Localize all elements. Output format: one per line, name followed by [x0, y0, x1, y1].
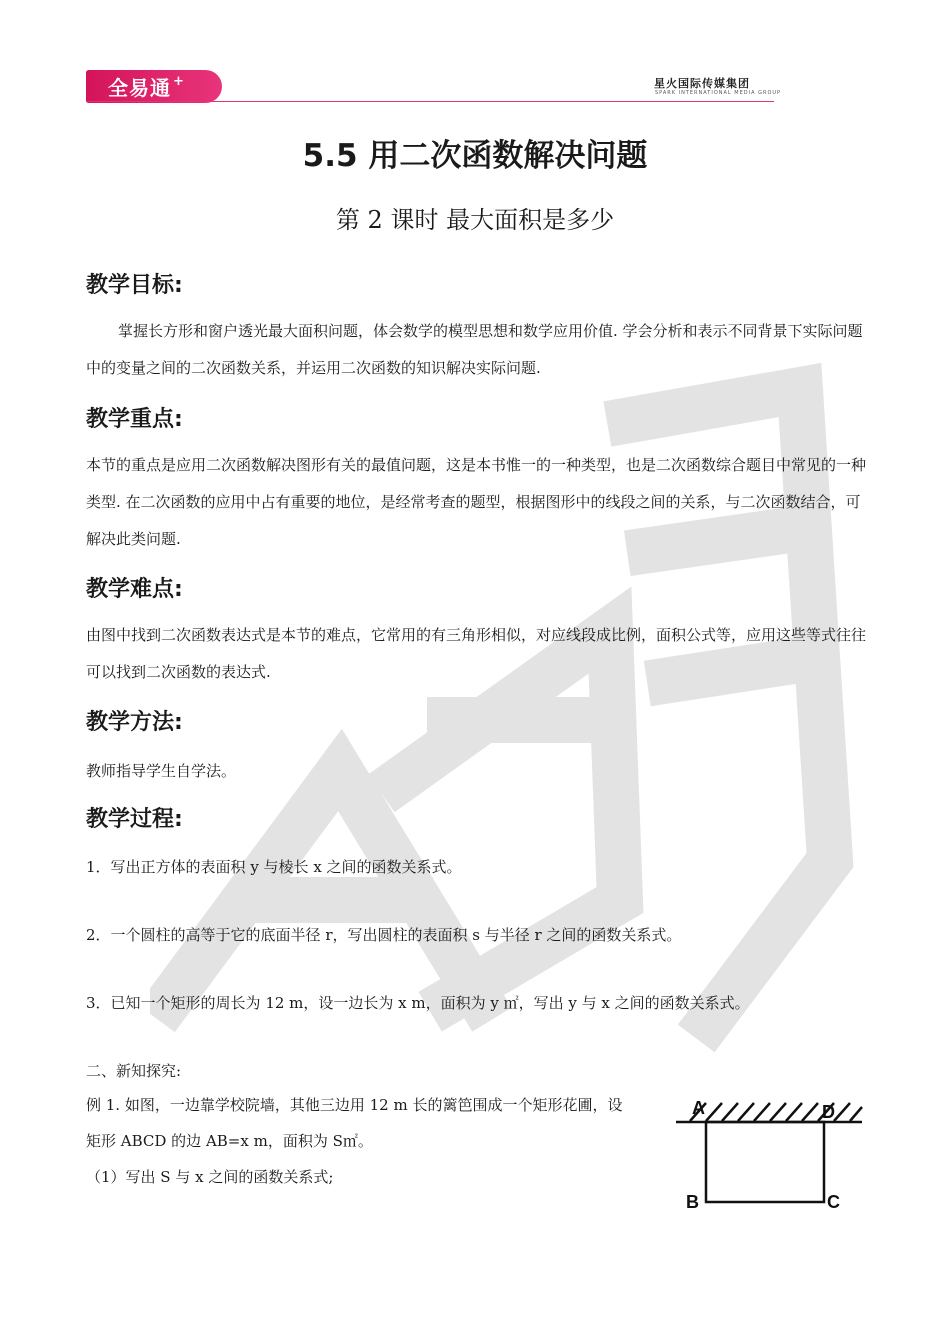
logo-text: 全易通 [108, 76, 171, 100]
goals-text: 掌握长方形和窗户透光最大面积问题，体会数学的模型思想和数学应用价值. 学会分析和表示不同背景下实际问题中的变量之间的二次函数关系，并运用二次函数的知识解决实际问题. [86, 322, 863, 377]
key-points-heading: 教学重点: [86, 407, 183, 432]
example-line-1: 例 1. 如图，一边靠学校院墙，其他三边用 12 m 长的篱笆围成一个矩形花圃，设 [86, 1096, 623, 1114]
difficulties-heading: 教学难点: [86, 577, 183, 602]
publisher-subtitle: SPARK INTERNATIONAL MEDIA GROUP [655, 90, 782, 96]
rectangle-figure [672, 1092, 872, 1222]
label-a: A [692, 1098, 705, 1118]
process-item-2: 2．一个圆柱的高等于它的底面半径 r，写出圆柱的表面积 s 与半径 r 之间的函数关系式。 [86, 926, 682, 944]
new-knowledge-heading: 二、新知探究: [86, 1062, 182, 1080]
brand-logo [86, 70, 222, 103]
garden-rectangle [706, 1122, 824, 1202]
difficulties-text: 由图中找到二次函数表达式是本节的难点，它常用的有三角形相似，对应线段成比例，面积公式等，应用这些等式往往可以找到二次函数的表达式. [86, 626, 867, 681]
methods-text: 教师指导学生自学法。 [86, 762, 237, 780]
label-d: D [822, 1102, 835, 1122]
process-heading: 教学过程: [86, 807, 183, 832]
process-item-1: 1．写出正方体的表面积 y 与棱长 x 之间的函数关系式。 [86, 858, 462, 876]
methods-heading: 教学方法: [86, 710, 183, 735]
question-1: （1）写出 S 与 x 之间的函数关系式; [86, 1168, 334, 1186]
page-subtitle: 第 2 课时 最大面积是多少 [335, 206, 615, 234]
page-title: 5.5 用二次函数解决问题 [302, 138, 648, 174]
example-line-2: 矩形 ABCD 的边 AB=x m，面积为 S㎡。 [86, 1132, 373, 1150]
publisher-name: 星火国际传媒集团 [654, 77, 750, 90]
label-c: C [827, 1192, 840, 1212]
header-divider [86, 101, 774, 102]
goals-heading: 教学目标: [86, 273, 183, 298]
key-points-text: 本节的重点是应用二次函数解决图形有关的最值问题，这是本书惟一的一种类型，也是二次函数综合题目中常见的一种类型. 在二次函数的应用中占有重要的地位，是经常考查的题型，根据图形中的线段之间的关系，与二次函数结合，可解决此类问题. [86, 456, 867, 548]
label-b: B [686, 1192, 699, 1212]
process-item-3: 3．已知一个矩形的周长为 12 m，设一边长为 x m，面积为 y ㎡，写出 y 与 x 之间的函数关系式。 [86, 994, 750, 1012]
logo-plus: + [173, 74, 185, 89]
